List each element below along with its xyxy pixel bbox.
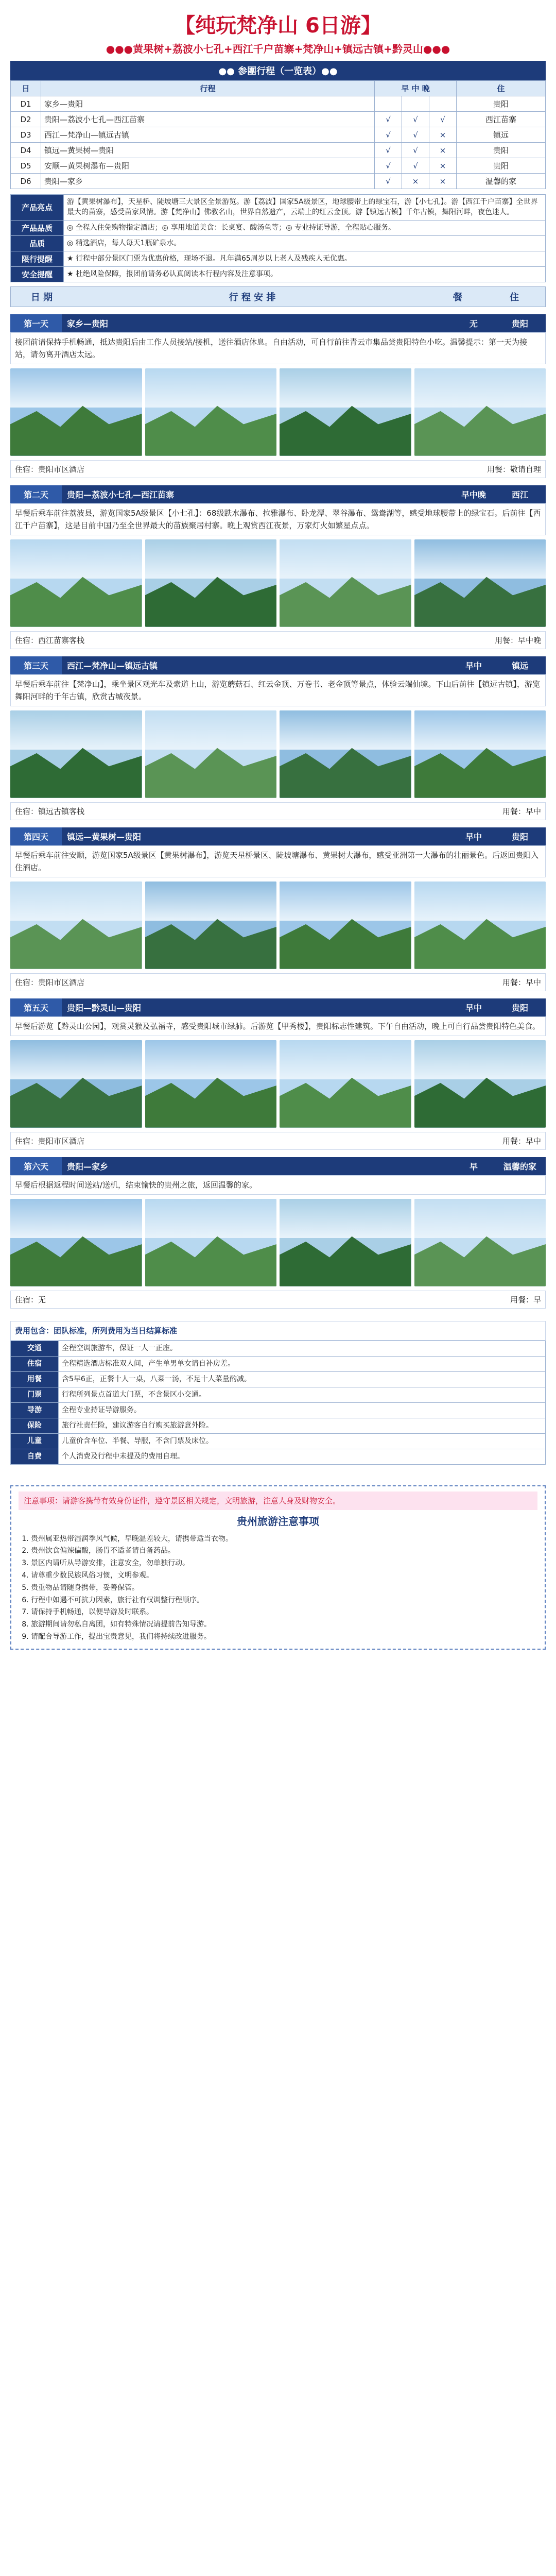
day-photos — [10, 882, 546, 969]
col-day: 日 — [11, 81, 41, 96]
overview-cell-m3: × — [429, 143, 457, 158]
overview-cell-hotel: 贵阳 — [457, 158, 546, 174]
overview-cell-day: D1 — [11, 96, 41, 112]
day-route: 贵阳—黔灵山—贵阳 — [67, 1003, 142, 1013]
day-block — [10, 998, 546, 1150]
day-header — [10, 827, 546, 845]
scenery-photo — [414, 1199, 546, 1286]
day-stay-line — [10, 1132, 546, 1150]
overview-cell-hotel: 贵阳 — [457, 96, 546, 112]
day-label: 第六天 — [10, 1157, 62, 1175]
terms-row — [11, 1341, 546, 1356]
scenery-photo — [145, 882, 277, 969]
day-stay: 贵阳 — [511, 832, 528, 842]
overview-cell-day: D5 — [11, 158, 41, 174]
day-photos — [10, 1040, 546, 1128]
note-item: 2. 贵州饮食偏辣偏酸，肠胃不适者请自备药品。 — [31, 1545, 537, 1557]
day-text: 早餐后游览【黔灵山公园】，观赏灵猴及弘福寺，感受贵阳城市绿肺。后游览【甲秀楼】，贵阳标志性建筑。下午自由活动，晚上可自行品尝贵阳特色美食。 — [10, 1016, 546, 1036]
day-header — [10, 1157, 546, 1175]
schedule-header — [10, 286, 546, 307]
feature-text: ★ 杜绝风险保障，报团前请务必认真阅读本行程内容及注意事项。 — [64, 266, 546, 282]
page-title: 【纯玩梵净山 6日游】 — [175, 14, 381, 38]
terms-intro: 费用包含：团队标准，所列费用为当日结算标准 — [10, 1321, 546, 1341]
overview-cell-m2 — [402, 96, 429, 112]
day-text: 接团前请保持手机畅通，抵达贵阳后由工作人员接站/接机，送往酒店休息。自由活动，可自行前往青云市集品尝贵阳特色小吃。温馨提示：第一天为接站，请勿离开酒店太远。 — [10, 332, 546, 364]
day-stay-line — [10, 802, 546, 820]
overview-cell-m2: √ — [402, 158, 429, 174]
scenery-photo — [145, 1040, 277, 1128]
terms-text: 全程空调旅游车，保证一人一正座。 — [59, 1341, 546, 1356]
overview-cell-day: D3 — [11, 127, 41, 143]
day-hotel: 住宿：无 — [15, 1295, 46, 1304]
page-subtitle: ●●●黄果树+荔波小七孔+西江千户苗寨+梵净山+镇远古镇+黔灵山●●● — [106, 43, 450, 55]
day-meal: 早 — [469, 1161, 478, 1172]
terms-row — [11, 1449, 546, 1464]
overview-cell-hotel: 贵阳 — [457, 143, 546, 158]
day-text: 早餐后根据返程时间送站/送机，结束愉快的贵州之旅，返回温馨的家。 — [10, 1175, 546, 1195]
overview-cell-m1: √ — [375, 158, 402, 174]
terms-label: 用餐 — [11, 1371, 59, 1387]
terms-row — [11, 1402, 546, 1418]
scenery-photo — [10, 1199, 142, 1286]
overview-cell-route: 镇远—黄果树—贵阳 — [41, 143, 375, 158]
day-hotel-note: 用餐：早中晚 — [494, 635, 541, 645]
terms-row — [11, 1433, 546, 1449]
col-meals: 早 中 晚 — [375, 81, 457, 96]
scenery-photo — [414, 1040, 546, 1128]
day-header — [10, 998, 546, 1016]
scenery-photo — [280, 1199, 411, 1286]
terms-text: 含5早6正，正餐十人一桌，八菜一汤，不足十人菜量酌减。 — [59, 1371, 546, 1387]
day-stay-line — [10, 1291, 546, 1309]
overview-cell-m3: × — [429, 127, 457, 143]
terms-row — [11, 1387, 546, 1402]
day-header — [10, 656, 546, 674]
scenery-photo — [414, 539, 546, 627]
note-item: 8. 旅游期间请勿私自离团，如有特殊情况请提前告知导游。 — [31, 1619, 537, 1631]
overview-cell-m1 — [375, 96, 402, 112]
feature-row — [11, 220, 546, 235]
day-hotel-note: 用餐：早中 — [502, 806, 541, 816]
overview-cell-m3 — [429, 96, 457, 112]
scenery-photo — [10, 1040, 142, 1128]
feature-label: 产品品质 — [11, 220, 64, 235]
terms-row — [11, 1356, 546, 1371]
terms-text: 儿童价含车位、半餐、导服，不含门票及床位。 — [59, 1433, 546, 1449]
overview-cell-m2: × — [402, 174, 429, 189]
overview-cell-route: 贵阳—荔波小七孔—西江苗寨 — [41, 112, 375, 127]
day-hotel: 住宿：西江苗寨客栈 — [15, 635, 85, 645]
scenery-photo — [10, 882, 142, 969]
notes-list — [19, 1533, 537, 1643]
terms-label: 导游 — [11, 1402, 59, 1418]
terms-text: 旅行社责任险，建议游客自行购买旅游意外险。 — [59, 1418, 546, 1433]
day-header — [10, 485, 546, 503]
day-text: 早餐后乘车前往【梵净山】，乘坐景区观光车及索道上山，游览蘑菇石、红云金顶、万卷书、老金顶等景点，体验云端仙境。下山后前往【镇远古镇】，游览舞阳河畔的千年古镇，欣赏古城夜景。 — [10, 674, 546, 706]
note-item: 3. 景区内请听从导游安排，注意安全，勿单独行动。 — [31, 1557, 537, 1570]
day-label: 第二天 — [10, 485, 62, 503]
note-item: 5. 贵重物品请随身携带，妥善保管。 — [31, 1582, 537, 1595]
day-block — [10, 656, 546, 820]
scenery-photo — [145, 539, 277, 627]
overview-cell-hotel: 西江苗寨 — [457, 112, 546, 127]
feature-text: 游【黄果树瀑布】，天星桥、陡坡塘三大景区全景游览。游【荔波】国家5A级景区，地球腰带上的绿宝石，游【小七孔】。游【西江千户苗寨】全世界最大的苗寨，感受苗家风情。游【梵净山】佛教名山，世界自然遗产，云端上的红云金顶。游【镇远古镇】千年古镇，舞阳河畔，夜色迷人。 — [64, 195, 546, 221]
feature-row — [11, 266, 546, 282]
day-meal: 早中 — [465, 660, 482, 671]
terms-label: 交通 — [11, 1341, 59, 1356]
terms-label: 门票 — [11, 1387, 59, 1402]
day-label: 第一天 — [10, 314, 62, 332]
terms-text: 全程精选酒店标准双人间，产生单男单女请自补房差。 — [59, 1356, 546, 1371]
day-hotel-note: 用餐：敬请自理 — [486, 464, 541, 474]
scenery-photo — [414, 882, 546, 969]
day-hotel: 住宿：贵阳市区酒店 — [15, 464, 85, 474]
terms-label: 自费 — [11, 1449, 59, 1464]
terms-row — [11, 1418, 546, 1433]
notes-box — [10, 1485, 546, 1650]
day-stay: 贵阳 — [511, 318, 528, 329]
feature-label: 限行提醒 — [11, 251, 64, 266]
note-item: 7. 请保持手机畅通，以便导游及时联系。 — [31, 1606, 537, 1619]
overview-row — [11, 96, 546, 112]
scenery-photo — [145, 1199, 277, 1286]
day-label: 第三天 — [10, 656, 62, 674]
overview-cell-m2: √ — [402, 143, 429, 158]
terms-label: 保险 — [11, 1418, 59, 1433]
day-route: 家乡—贵阳 — [67, 318, 109, 329]
scenery-photo — [414, 368, 546, 456]
overview-cell-route: 安顺—黄果树瀑布—贵阳 — [41, 158, 375, 174]
feature-label: 安全提醒 — [11, 266, 64, 282]
day-stay: 镇远 — [511, 660, 528, 671]
overview-row — [11, 174, 546, 189]
terms-row — [11, 1371, 546, 1387]
scenery-photo — [10, 710, 142, 798]
day-stay-line — [10, 460, 546, 478]
terms-table — [10, 1341, 546, 1465]
day-stay: 温馨的家 — [503, 1161, 536, 1172]
overview-cell-route: 家乡—贵阳 — [41, 96, 375, 112]
note-item: 6. 行程中如遇不可抗力因素，旅行社有权调整行程顺序。 — [31, 1595, 537, 1607]
day-meal: 无 — [469, 318, 478, 329]
day-route: 贵阳—荔波小七孔—西江苗寨 — [67, 489, 175, 500]
terms-label: 儿童 — [11, 1433, 59, 1449]
overview-cell-m1: √ — [375, 174, 402, 189]
scenery-photo — [145, 368, 277, 456]
day-hotel-note: 用餐：早中 — [502, 977, 541, 987]
day-hotel-note: 用餐：早 — [510, 1295, 541, 1304]
overview-cell-day: D6 — [11, 174, 41, 189]
notes-top: 注意事项：请游客携带有效身份证件，遵守景区相关规定，文明旅游，注意人身及财物安全。 — [19, 1492, 537, 1510]
overview-cell-m3: × — [429, 174, 457, 189]
sched-col-stay: 住 — [510, 292, 519, 303]
overview-cell-m3: × — [429, 158, 457, 174]
day-hotel: 住宿：贵阳市区酒店 — [15, 1136, 85, 1146]
overview-cell-m3: √ — [429, 112, 457, 127]
col-route: 行程 — [41, 81, 375, 96]
scenery-photo — [10, 368, 142, 456]
day-hotel-note: 用餐：早中 — [502, 1136, 541, 1146]
features-table — [10, 194, 546, 282]
overview-cell-route: 贵阳—家乡 — [41, 174, 375, 189]
day-meal: 早中晚 — [461, 489, 486, 500]
overview-cell-m1: √ — [375, 143, 402, 158]
day-photos — [10, 1199, 546, 1286]
feature-label: 品质 — [11, 235, 64, 251]
note-item: 1. 贵州属亚热带湿润季风气候，早晚温差较大，请携带适当衣物。 — [31, 1533, 537, 1546]
day-text: 早餐后乘车前往荔波县，游览国家5A级景区【小七孔】：68级跌水瀑布、拉雅瀑布、卧龙潭、翠谷瀑布、鸳鸯湖等，感受地球腰带上的绿宝石。后前往【西江千户苗寨】，这是目前中国乃至全世界最大的苗族聚居村寨。晚上观赏西江夜景，万家灯火如繁星点点。 — [10, 503, 546, 535]
day-photos — [10, 368, 546, 456]
overview-row — [11, 127, 546, 143]
sched-col-meal: 餐 — [453, 292, 462, 303]
feature-row — [11, 235, 546, 251]
scenery-photo — [280, 368, 411, 456]
day-photos — [10, 539, 546, 627]
scenery-photo — [280, 710, 411, 798]
day-hotel: 住宿：贵阳市区酒店 — [15, 977, 85, 987]
terms-text: 行程所列景点首道大门票，不含景区小交通。 — [59, 1387, 546, 1402]
day-stay: 西江 — [511, 489, 528, 500]
overview-row — [11, 112, 546, 127]
overview-cell-m2: √ — [402, 112, 429, 127]
terms-text: 全程专业持证导游服务。 — [59, 1402, 546, 1418]
note-item: 4. 请尊重少数民族风俗习惯，文明参观。 — [31, 1570, 537, 1582]
note-item: 9. 请配合导游工作，提出宝贵意见，我们将持续改进服务。 — [31, 1631, 537, 1643]
feature-row — [11, 251, 546, 266]
overview-table — [10, 80, 546, 189]
scenery-photo — [280, 539, 411, 627]
notes-title: 贵州旅游注意事项 — [237, 1515, 319, 1528]
day-text: 早餐后乘车前往安顺，游览国家5A级景区【黄果树瀑布】，游览天星桥景区、陡坡塘瀑布、黄果树大瀑布，感受亚洲第一大瀑布的壮丽景色。后返回贵阳入住酒店。 — [10, 845, 546, 877]
terms-label: 住宿 — [11, 1356, 59, 1371]
day-stay: 贵阳 — [511, 1003, 528, 1013]
overview-cell-m2: √ — [402, 127, 429, 143]
overview-row — [11, 158, 546, 174]
col-hotel: 住 — [457, 81, 546, 96]
day-route: 西江—梵净山—镇远古镇 — [67, 660, 158, 671]
scenery-photo — [145, 710, 277, 798]
feature-row — [11, 195, 546, 221]
overview-cell-day: D4 — [11, 143, 41, 158]
day-header — [10, 314, 546, 332]
scenery-photo — [10, 539, 142, 627]
feature-text: ◎ 精选酒店，每人每天1瓶矿泉水。 — [64, 235, 546, 251]
day-photos — [10, 710, 546, 798]
sched-col-route: 行 程 安 排 — [229, 292, 276, 303]
overview-cell-day: D2 — [11, 112, 41, 127]
day-route: 贵阳—家乡 — [67, 1161, 109, 1172]
scenery-photo — [280, 882, 411, 969]
day-block — [10, 1157, 546, 1309]
day-label: 第四天 — [10, 827, 62, 845]
day-block — [10, 485, 546, 649]
overview-cell-route: 西江—梵净山—镇远古镇 — [41, 127, 375, 143]
day-route: 镇远—黄果树—贵阳 — [67, 832, 142, 842]
overview-cell-m1: √ — [375, 127, 402, 143]
terms-text: 个人消费及行程中未提及的费用自理。 — [59, 1449, 546, 1464]
day-stay-line — [10, 973, 546, 991]
day-label: 第五天 — [10, 998, 62, 1016]
overview-cell-hotel: 温馨的家 — [457, 174, 546, 189]
day-block — [10, 827, 546, 991]
day-block — [10, 314, 546, 478]
overview-row — [11, 143, 546, 158]
day-list — [10, 314, 546, 1309]
overview-cell-hotel: 镇远 — [457, 127, 546, 143]
day-meal: 早中 — [465, 832, 482, 842]
scenery-photo — [280, 1040, 411, 1128]
feature-text: ★ 行程中部分景区门票为优惠价格，现场不退。凡年满65周岁以上老人及残疾人无优惠。 — [64, 251, 546, 266]
day-meal: 早中 — [465, 1003, 482, 1013]
overview-banner: ●● 参團行程（一览表）●● — [10, 61, 546, 80]
day-hotel: 住宿：镇远古镇客栈 — [15, 806, 85, 816]
feature-label: 产品亮点 — [11, 195, 64, 221]
sched-col-day: 日 期 — [30, 292, 53, 303]
feature-text: ◎ 全程入住免购物指定酒店；◎ 享用地道美食：长桌宴、酸汤鱼等；◎ 专业持证导游，全程贴心服务。 — [64, 220, 546, 235]
day-stay-line — [10, 631, 546, 649]
page — [10, 0, 546, 1650]
overview-cell-m1: √ — [375, 112, 402, 127]
scenery-photo — [414, 710, 546, 798]
